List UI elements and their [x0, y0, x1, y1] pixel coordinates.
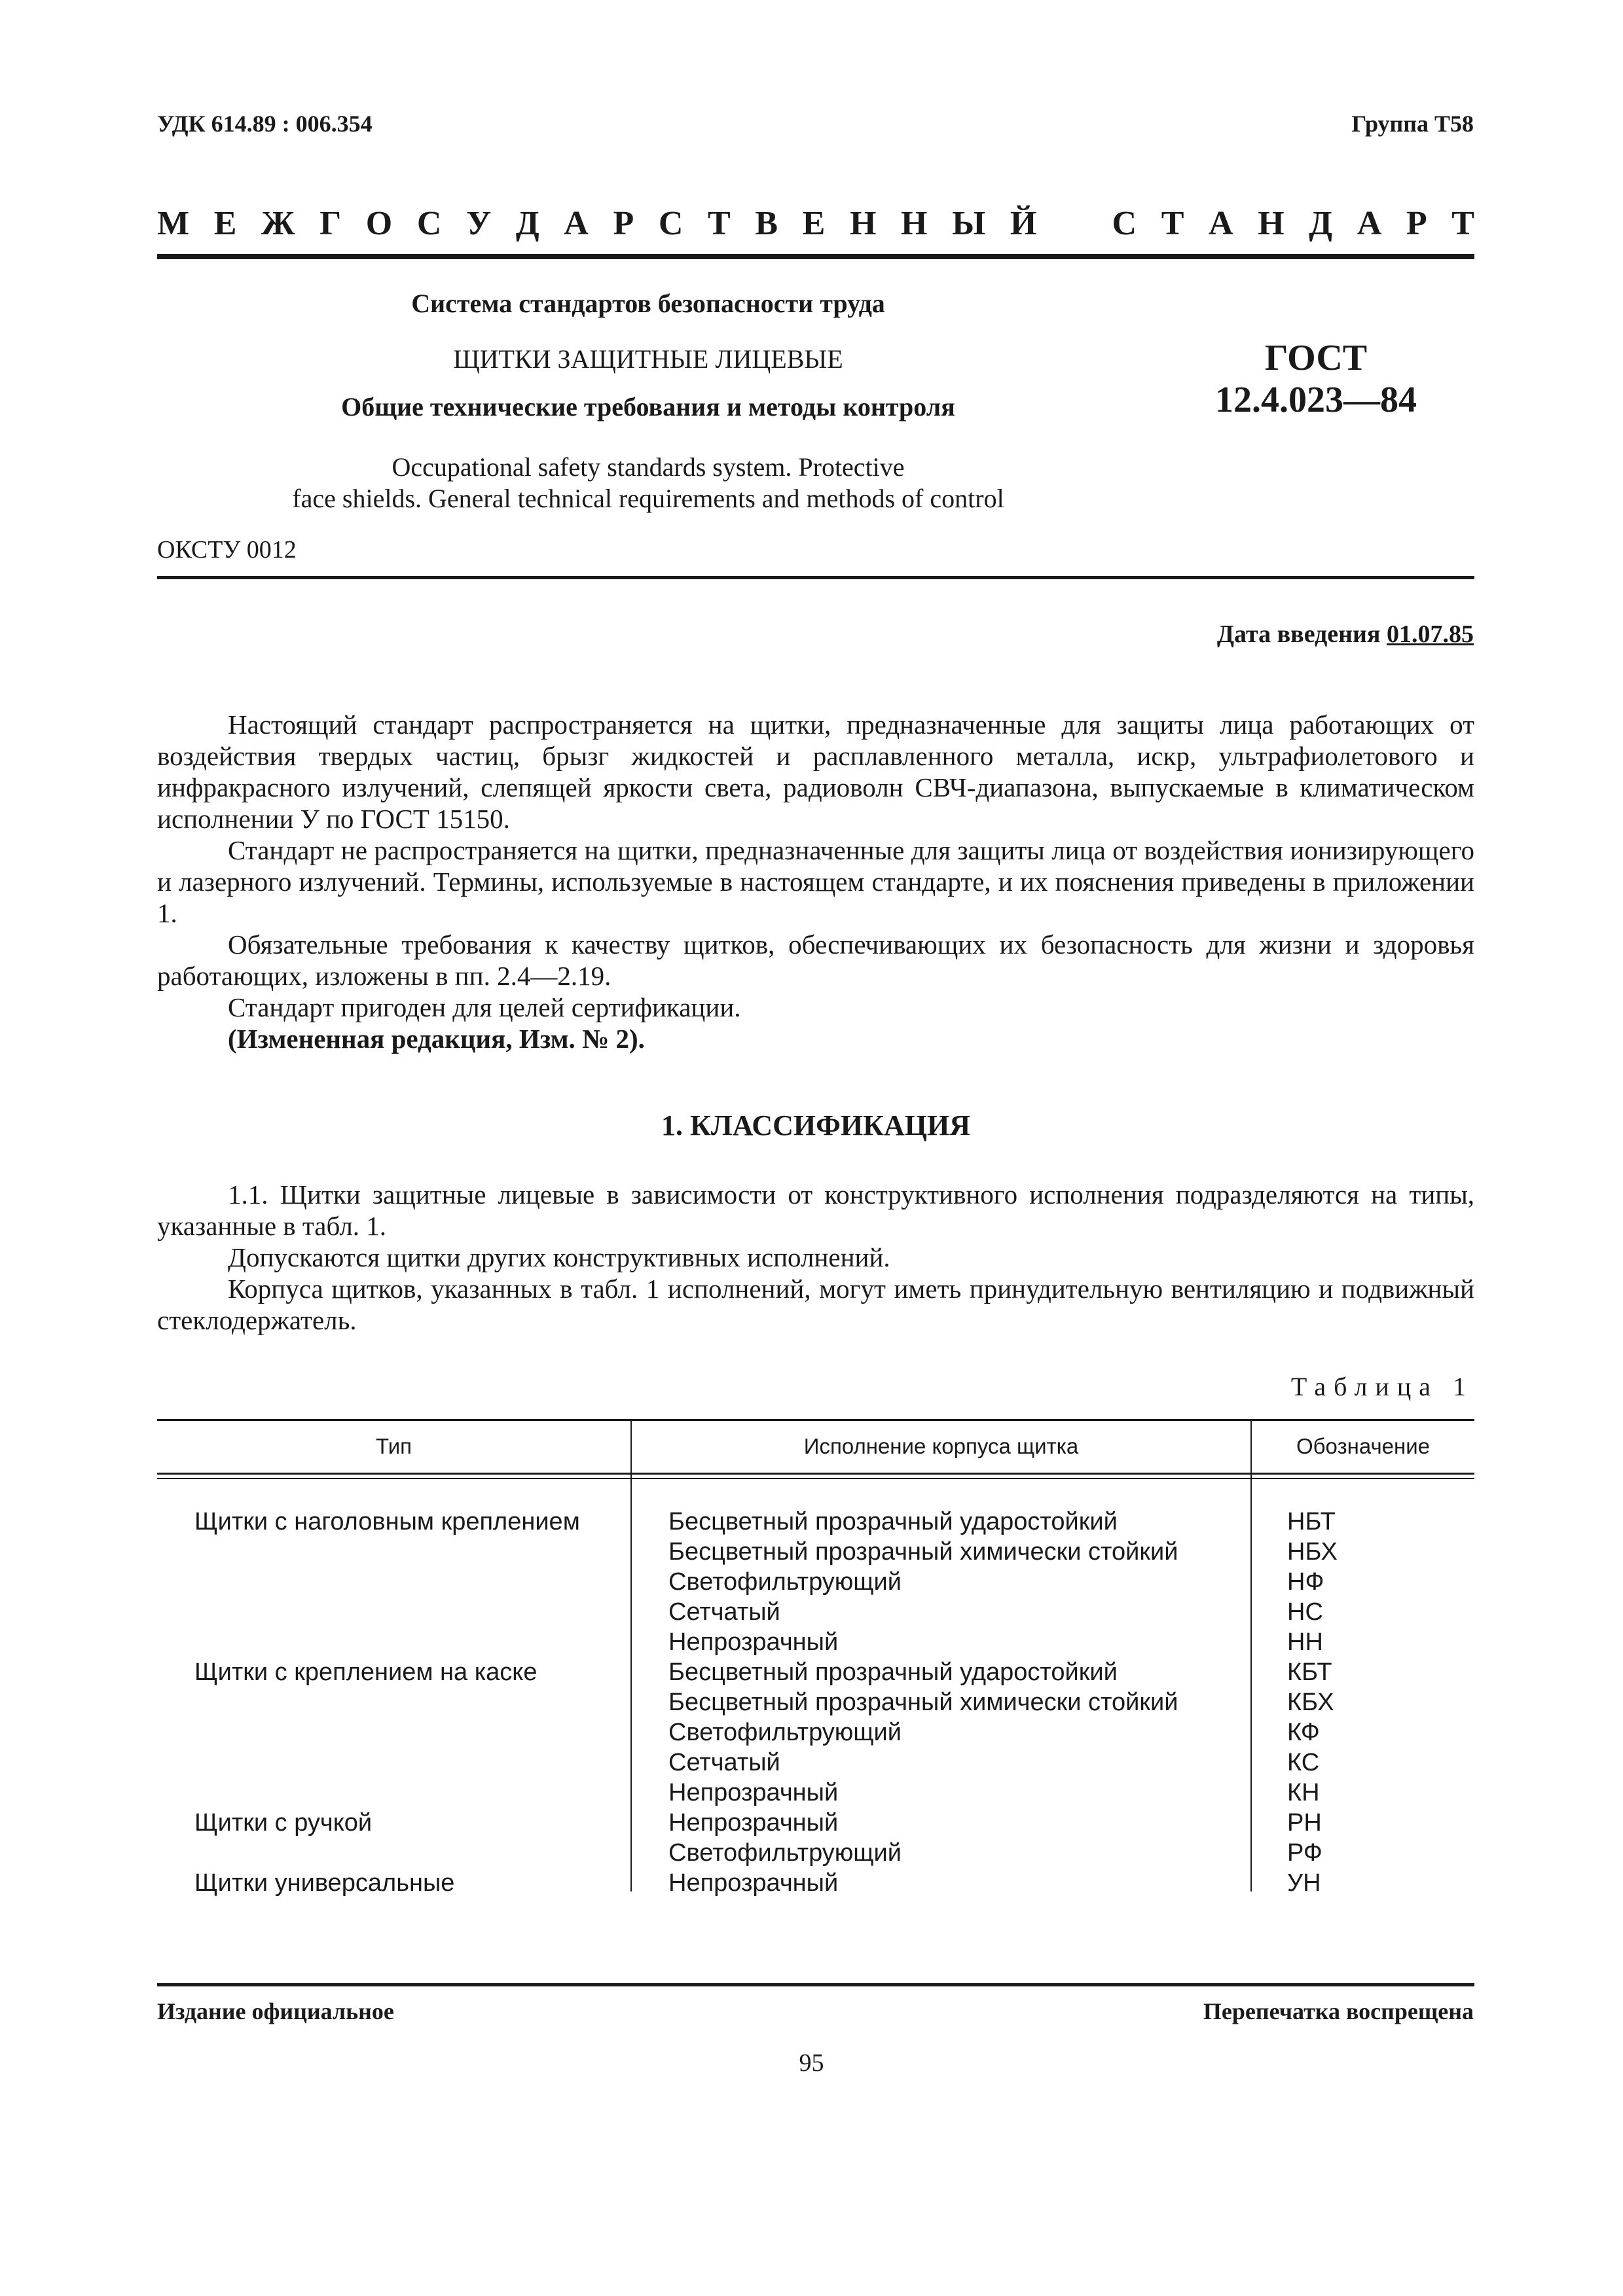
table-cell-type: Щитки с наголовным креплением [194, 1508, 580, 1535]
section1-text [157, 1179, 1474, 1336]
paragraph: Допускаются щитки других конструктивных исполнений. [228, 1242, 890, 1272]
letter: Е [802, 205, 826, 242]
paragraph: 1.1. Щитки защитные лицевые в зависимости от конструктивного исполнения подразделяются на типы, указанные в табл. 1. [157, 1179, 1474, 1241]
table-cell-execution: Непрозрачный [668, 1779, 839, 1806]
table-cell-code: КБХ [1287, 1689, 1334, 1716]
table-cell-code: НБХ [1287, 1538, 1338, 1566]
letter: У [466, 205, 492, 242]
letter: Д [1309, 205, 1333, 242]
header-thick-rule [157, 254, 1474, 259]
table-column-divider [630, 1419, 632, 1892]
table-cell-code: КС [1287, 1749, 1320, 1776]
amendment-note: (Измененная редакция, Изм. № 2). [228, 1024, 645, 1054]
table-cell-type: Щитки универсальные [194, 1869, 455, 1897]
udk-code: УДК 614.89 : 006.354 [157, 111, 373, 137]
letter: О [365, 205, 393, 242]
table-cell-code: НФ [1287, 1568, 1324, 1596]
introduction-date [1217, 620, 1474, 649]
paragraph: Стандарт пригоден для целей сертификации. [228, 992, 741, 1022]
table-cell-code: НБТ [1287, 1508, 1336, 1535]
table-header-rule-2 [157, 1478, 1474, 1479]
gost-number: 12.4.023—84 [1215, 380, 1417, 420]
okstu-code: ОКСТУ 0012 [157, 536, 297, 564]
table-cell-execution: Светофильтрующий [668, 1839, 902, 1867]
table-column-divider [1250, 1419, 1252, 1892]
letter: Ы [952, 205, 986, 242]
table-cell-code: КФ [1287, 1719, 1320, 1746]
official-edition-note: Издание официальное [157, 1998, 394, 2024]
table-caption: Таблица 1 [1290, 1372, 1474, 1401]
table-cell-execution: Светофильтрующий [668, 1568, 902, 1596]
page-number: 95 [799, 2049, 824, 2077]
table-cell-execution: Бесцветный прозрачный ударостойкий [668, 1508, 1118, 1535]
letter: В [755, 205, 778, 242]
table-cell-type: Щитки с креплением на каске [194, 1659, 538, 1686]
letter: Н [901, 205, 928, 242]
introduction-date-value: 01.07.85 [1387, 620, 1474, 648]
table-cell-execution: Непрозрачный [668, 1628, 839, 1656]
interstate-standard-heading [157, 204, 1474, 243]
letter: Г [319, 205, 342, 242]
gost-designation [1165, 337, 1467, 421]
table-cell-execution: Светофильтрующий [668, 1719, 902, 1746]
letter: Н [849, 205, 877, 242]
letter: А [1357, 205, 1382, 242]
letter: А [1209, 205, 1233, 242]
letter: М [157, 205, 190, 242]
table-cell-type: Щитки с ручкой [194, 1809, 373, 1837]
table-cell-code: НС [1287, 1598, 1323, 1626]
introduction-text [157, 709, 1474, 1054]
paragraph: Корпуса щитков, указанных в табл. 1 исполнений, могут иметь принудительную вентиляцию и подвижный стеклодержатель. [157, 1274, 1474, 1335]
letter: Т [708, 205, 731, 242]
footer-rule [157, 1983, 1474, 1986]
table-cell-execution: Непрозрачный [668, 1809, 839, 1837]
letter: Р [613, 205, 634, 242]
gost-label: ГОСТ [1264, 338, 1368, 378]
letter: Т [1451, 205, 1474, 242]
table-cell-code: РН [1287, 1809, 1322, 1837]
table-cell-execution: Бесцветный прозрачный химически стойкий [668, 1538, 1178, 1566]
letter: Д [515, 205, 539, 242]
table-header-type: Тип [375, 1434, 412, 1458]
table-cell-code: РФ [1287, 1839, 1322, 1867]
paragraph: Обязательные требования к качеству щитков, обеспечивающих их безопасность для жизни и здоровья работающих, изложены в пп. 2.4—2.19. [157, 929, 1474, 991]
section-heading: 1. КЛАССИФИКАЦИЯ [661, 1109, 970, 1141]
english-title-line1: Occupational safety standards system. Protective [392, 452, 905, 482]
paragraph: Стандарт не распространяется на щитки, предназначенные для защиты лица от воздействия ионизирующего и лазерного излучений. Термины, используемые в настоящем стандарте, и их пояснения приведены в приложении 1. [157, 835, 1474, 928]
word-gap [1061, 204, 1087, 243]
table-cell-execution: Бесцветный прозрачный химически стойкий [668, 1689, 1178, 1716]
letter: Р [1406, 205, 1427, 242]
english-title-line2: face shields. General technical requirements and methods of control [292, 484, 1004, 513]
table-cell-execution: Сетчатый [668, 1598, 780, 1626]
letter: А [564, 205, 589, 242]
letter: Н [1258, 205, 1285, 242]
table-cell-code: КН [1287, 1779, 1320, 1806]
paragraph: Настоящий стандарт распространяется на щитки, предназначенные для защиты лица работающих от воздействия твердых частиц, брызг жидкостей и расплавленного металла, искр, ультрафиолетового и инфракрасного излучений, слепящей яркости света, радиоволн СВЧ-диапазона, выпускаемые в климатическом исполнении У по ГОСТ 15150. [157, 709, 1474, 834]
table-cell-code: НН [1287, 1628, 1323, 1656]
letter: Е [213, 205, 237, 242]
table-header-execution: Исполнение корпуса щитка [803, 1434, 1079, 1458]
table-header-rule [157, 1473, 1474, 1475]
document-subtitle: Общие технические требования и методы контроля [341, 392, 955, 422]
table-cell-execution: Непрозрачный [668, 1869, 839, 1897]
reprint-prohibited-note: Перепечатка воспрещена [1203, 1998, 1474, 2024]
letter: Й [1010, 205, 1037, 242]
group-code: Группа Т58 [1351, 111, 1474, 137]
table-cell-code: УН [1287, 1869, 1321, 1897]
letter: С [658, 205, 684, 242]
letter: С [416, 205, 442, 242]
table-cell-execution: Бесцветный прозрачный ударостойкий [668, 1659, 1118, 1686]
title-block-rule [157, 576, 1474, 579]
table-cell-code: КБТ [1287, 1659, 1332, 1686]
english-title [157, 452, 1139, 514]
standards-system-title: Система стандартов безопасности труда [411, 289, 885, 318]
introduction-date-label: Дата введения [1216, 620, 1381, 648]
table-header-code: Обозначение [1296, 1434, 1431, 1458]
letter: С [1112, 205, 1137, 242]
document-title: ЩИТКИ ЗАЩИТНЫЕ ЛИЦЕВЫЕ [453, 344, 843, 374]
letter: Ж [261, 205, 295, 242]
letter: Т [1161, 205, 1184, 242]
table-cell-execution: Сетчатый [668, 1749, 780, 1776]
